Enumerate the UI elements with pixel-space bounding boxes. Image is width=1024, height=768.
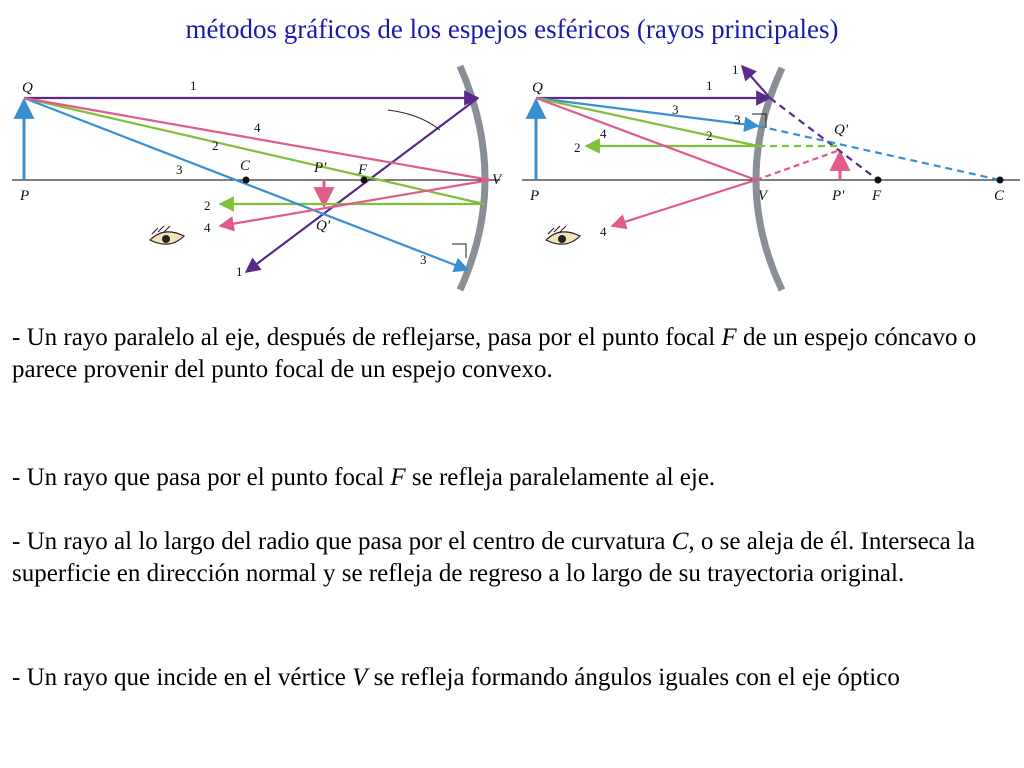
ray-number: 1 — [732, 62, 739, 77]
bullet-4: - Un rayo que incide en el vértice V se refleja formando ángulos iguales con el eje óptico — [12, 664, 900, 691]
bullet-3: - Un rayo al lo largo del radio que pasa por el centro de curvatura C, o se aleja de él. Interseca la superficie en dirección normal y se refleja de regreso a lo largo de su trayectoria original. — [12, 528, 976, 587]
center-point — [243, 177, 250, 184]
ray-number: 2 — [204, 198, 211, 213]
label-q: Q — [22, 80, 33, 96]
variable-f: F — [390, 464, 406, 491]
ray-number: 3 — [734, 112, 741, 127]
ray-number: 4 — [204, 220, 211, 235]
ray-number: 4 — [600, 224, 607, 239]
ray-number: 1 — [190, 78, 197, 93]
label-f: F — [872, 188, 882, 204]
convex-mirror-diagram — [522, 62, 1020, 290]
label-q: Q — [532, 80, 543, 96]
label-q-prime: Q' — [834, 122, 849, 138]
label-c: C — [240, 158, 251, 174]
focal-point — [875, 177, 882, 184]
ray-number: 4 — [254, 120, 261, 135]
variable-v: V — [352, 664, 368, 691]
label-p-prime: P' — [832, 188, 845, 204]
label-c: C — [994, 188, 1005, 204]
ray-number: 3 — [672, 102, 679, 117]
ray-number: 4 — [600, 126, 607, 141]
ray-number: 1 — [706, 78, 713, 93]
label-f: F — [358, 162, 368, 178]
label-p: P — [530, 188, 540, 204]
eye-icon — [546, 226, 580, 244]
label-v: V — [492, 172, 502, 188]
variable-f: F — [721, 324, 737, 351]
right-angle-mark — [452, 244, 466, 258]
ray-number: 3 — [176, 162, 183, 177]
bullet-1: - Un rayo paralelo al eje, después de reflejarse, pasa por el punto focal F de un espejo cóncavo o parece provenir del punto focal de un espejo convexo. — [12, 324, 977, 383]
variable-c: C — [671, 528, 689, 555]
angle-arc — [388, 110, 440, 130]
ray-number: 1 — [236, 264, 243, 279]
label-v: V — [758, 188, 768, 204]
label-p: P — [20, 188, 30, 204]
bullet-2: - Un rayo que pasa por el punto focal F se refleja paralelamente al eje. — [12, 464, 716, 491]
ray-4 — [24, 98, 490, 226]
ray-number: 3 — [420, 252, 427, 267]
label-q-prime: Q' — [316, 218, 331, 234]
ray-2 — [536, 98, 840, 146]
eye-icon — [150, 226, 184, 244]
ray-number: 2 — [212, 138, 219, 153]
center-point — [997, 177, 1004, 184]
concave-mirror-diagram — [12, 66, 503, 290]
label-p-prime: P' — [314, 160, 327, 176]
ray-number: 2 — [574, 140, 581, 155]
ray-number: 2 — [706, 128, 713, 143]
diagrams — [0, 54, 1024, 294]
slide-title: métodos gráficos de los espejos esféricos (rayos principales) — [185, 14, 839, 44]
